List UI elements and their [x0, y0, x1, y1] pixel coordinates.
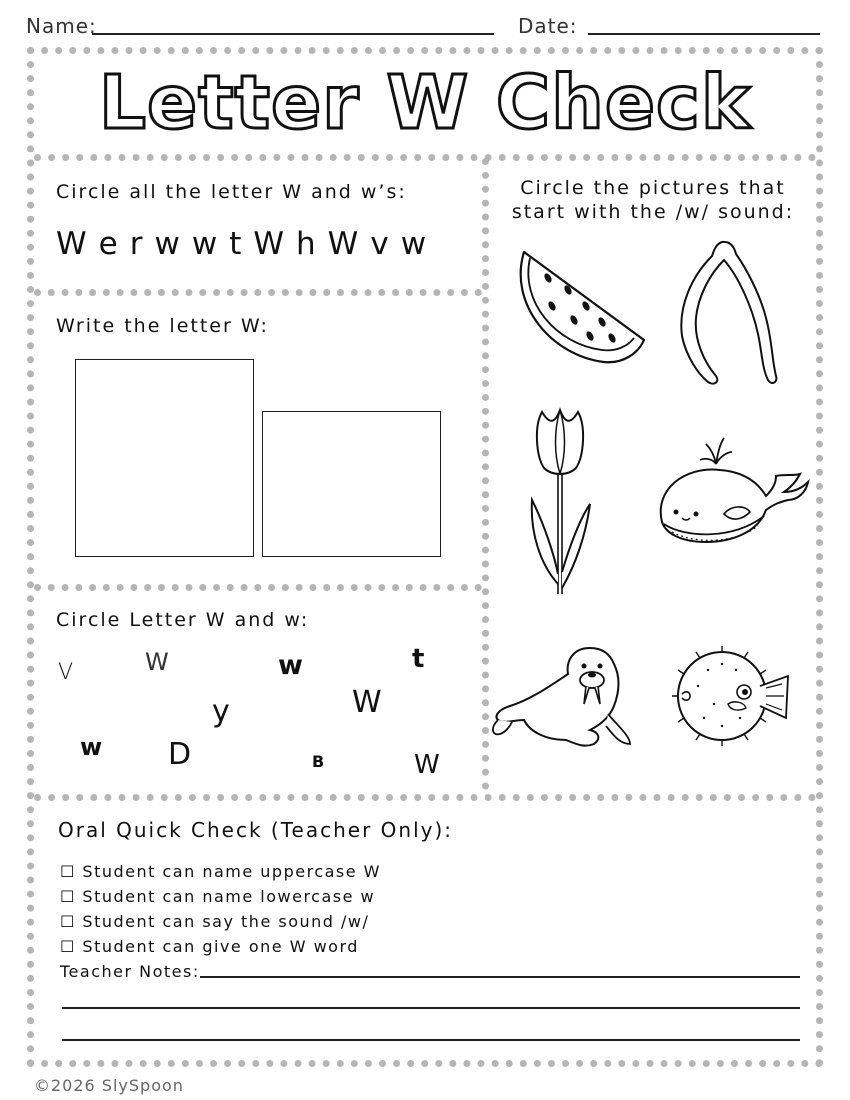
scatter-letter[interactable]: B	[312, 752, 325, 771]
scatter-letter[interactable]: w	[80, 733, 103, 761]
scatter-letter[interactable]: w	[278, 650, 303, 681]
date-field[interactable]	[588, 33, 820, 35]
divider-write	[34, 584, 482, 591]
date-label: Date:	[518, 14, 578, 38]
checklist-item[interactable]: ☐ Student can name uppercase W	[60, 862, 381, 881]
letter-item[interactable]: W	[253, 226, 286, 262]
teacher-notes-line[interactable]	[62, 1039, 800, 1041]
watermelon-icon[interactable]	[512, 244, 648, 370]
teacher-notes-line[interactable]	[200, 976, 800, 978]
circle-all-instruction: Circle all the letter W and w’s:	[56, 181, 407, 203]
pictures-instruction-line2: start with the /w/ sound:	[511, 201, 795, 223]
checklist-item[interactable]: ☐ Student can give one W word	[60, 937, 359, 956]
letter-item[interactable]: h	[296, 226, 317, 262]
whale-icon[interactable]	[654, 430, 814, 550]
circle-letter-instruction: Circle Letter W and w:	[56, 609, 310, 631]
scatter-letter[interactable]: V	[58, 660, 74, 685]
checklist-item[interactable]: ☐ Student can say the sound /w/	[60, 912, 370, 931]
letter-item[interactable]: e	[98, 226, 119, 262]
scatter-letter[interactable]: W	[145, 648, 169, 676]
letter-item[interactable]: r	[129, 226, 144, 262]
scatter-letter[interactable]: y	[212, 694, 230, 729]
teacher-notes-label: Teacher Notes:	[60, 962, 200, 981]
pictures-instruction	[490, 176, 816, 224]
copyright-footer: ©2026 SlySpoon	[34, 1076, 184, 1095]
letter-item[interactable]: w	[154, 226, 181, 262]
pufferfish-icon[interactable]	[664, 640, 796, 750]
writing-box-uppercase[interactable]	[75, 359, 254, 557]
divider-title	[34, 154, 816, 161]
letter-item[interactable]: W	[56, 226, 88, 262]
divider-circle-all	[34, 289, 482, 296]
teacher-notes-line[interactable]	[62, 1007, 800, 1009]
name-field[interactable]	[92, 33, 494, 35]
tulip-icon[interactable]	[524, 404, 596, 600]
name-label: Name:	[26, 14, 97, 38]
walrus-icon[interactable]	[490, 640, 638, 750]
letter-item[interactable]: w	[191, 226, 219, 262]
writing-box-lowercase[interactable]	[262, 411, 441, 557]
write-instruction: Write the letter W:	[56, 315, 269, 337]
letter-item[interactable]: W	[327, 226, 360, 262]
pictures-instruction-line1: Circle the pictures that	[520, 177, 786, 199]
letter-sequence	[56, 226, 427, 262]
scatter-letter[interactable]: W	[414, 750, 440, 780]
letter-item[interactable]: v	[370, 226, 390, 262]
oral-check-heading: Oral Quick Check (Teacher Only):	[58, 818, 454, 842]
wishbone-icon[interactable]	[672, 236, 784, 388]
scatter-letter[interactable]: t	[412, 644, 425, 674]
scatter-letter[interactable]: W	[352, 685, 382, 720]
scatter-letter[interactable]: D	[168, 737, 192, 772]
divider-oral	[34, 794, 816, 801]
letter-item[interactable]: w	[400, 226, 428, 262]
divider-vertical	[482, 158, 489, 790]
checklist-item[interactable]: ☐ Student can name lowercase w	[60, 887, 376, 906]
letter-item[interactable]: t	[229, 226, 243, 262]
page-title: Letter W Check	[98, 60, 752, 146]
